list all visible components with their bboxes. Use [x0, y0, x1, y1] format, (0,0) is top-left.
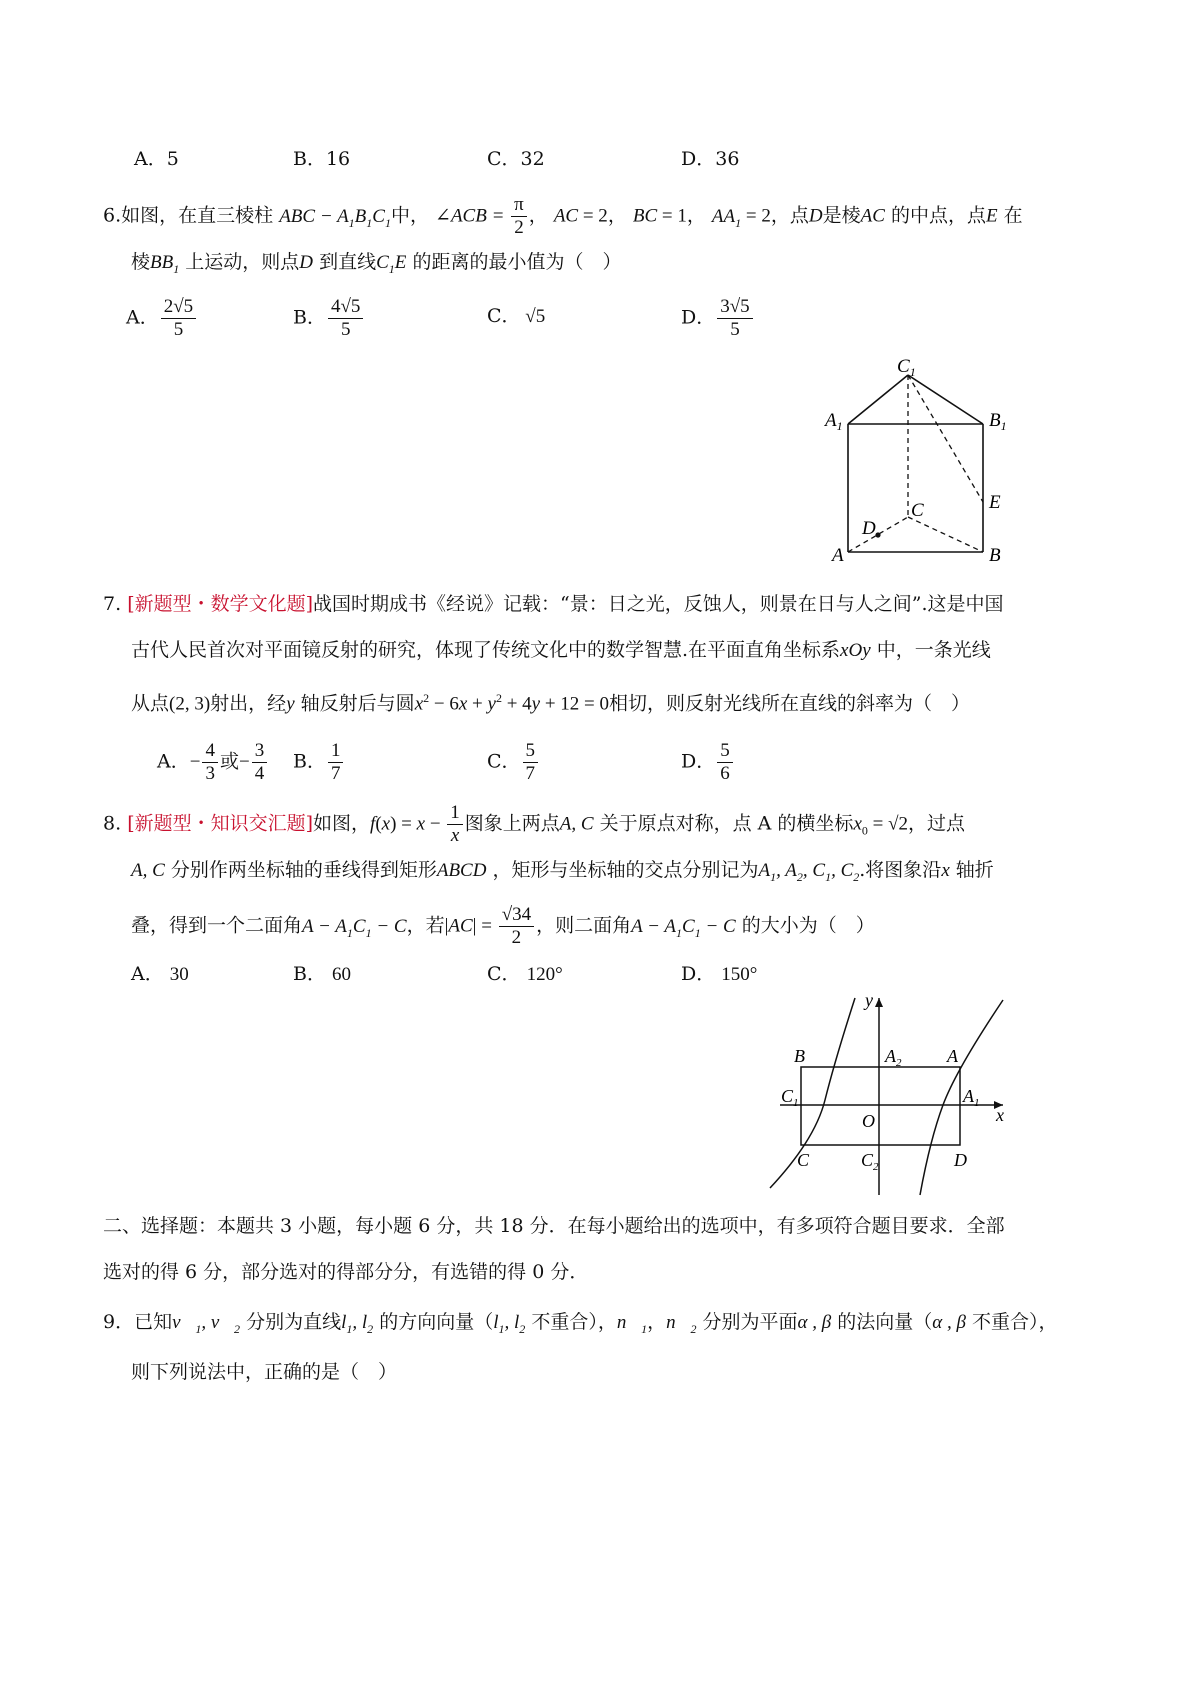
label-a1: $A_1$	[825, 410, 843, 433]
rectangle-abcd	[801, 1067, 960, 1145]
q6-angle-expr: ∠ACB =	[435, 205, 510, 227]
q7-tag: [新题型・数学文化题]	[127, 593, 314, 615]
label-a: A	[947, 1046, 958, 1066]
q7-option-a: A．− $\frac{4}{3}$ 或− $\frac{3}{4}$	[157, 740, 269, 785]
label-c1: $C_1$	[781, 1086, 799, 1109]
q9-line2: 则下列说法中，正确的是（ ）	[131, 1361, 398, 1383]
q9-vectors-v: $v⃗_1$, $v⃗_2$	[172, 1312, 241, 1336]
label-a1: $A_1$	[963, 1086, 980, 1109]
label-b: B	[989, 545, 1001, 566]
label-c2: $C_2$	[861, 1150, 879, 1173]
q7-line2: 古代人民首次对平面镜反射的研究，体现了传统文化中的数学智慧.在平面直角坐标系xOy 中，一条光线	[131, 639, 991, 661]
label-a: A	[832, 545, 844, 566]
q6-prism-expr: ABC − $A_1B_1C_1$	[279, 205, 391, 230]
q6-option-d: D． $\frac{3√5}{5}$	[681, 296, 755, 341]
q6-pi-over-2: $\frac{\pi}{2}$	[511, 194, 527, 239]
label-e: E	[989, 492, 1001, 513]
q8-option-b: B． 60	[293, 963, 352, 985]
q7-option-c: C． $\frac{5}{7}$	[487, 740, 540, 785]
section2-line1: 二、选择题：本题共 3 小题，每小题 6 分，共 18 分．在每小题给出的选项中，有多项符合题目要求．全部	[103, 1215, 1005, 1237]
q8-number: 8.	[103, 812, 122, 835]
label-c1: $C_1$	[897, 356, 916, 379]
q8-line2: A, C 分别作两坐标轴的垂线得到矩形ABCD ，矩形与坐标轴的交点分别记为$A_1$, $A_2$, $C_1$, $C_2$.将图象沿x 轴折	[131, 859, 994, 884]
q6-ac-expr: AC	[553, 205, 579, 227]
edge-a1c1	[848, 375, 908, 424]
q8-option-d: D． 150°	[681, 963, 758, 985]
label-c: C	[797, 1150, 810, 1170]
q8-graph-figure	[765, 990, 1015, 1200]
edge-c1b1	[908, 375, 983, 424]
label-b1: $B_1$	[989, 410, 1007, 433]
label-o: O	[862, 1111, 875, 1131]
q9-line1: 9．已知$v⃗_1$, $v⃗_2$ 分别为直线$l_1$, $l_2$ 的方向向量（$l_1$, $l_2$ 不重合），$n⃗_1$，$n⃗_2$ 分别为平面α , β 的法向量（α , β 不重合），	[103, 1311, 1058, 1336]
edge-cb	[908, 517, 983, 552]
label-b: B	[794, 1046, 805, 1066]
q7-line1: 7. [新题型・数学文化题]战国时期成书《经说》记载：“景：日之光，反蚀人，则景在日与人之间”.这是中国	[103, 593, 1004, 615]
q6-line1: 6.如图，在直三棱柱 ABC − $A_1B_1C_1$中， ∠ACB = $\frac{\pi}{2}$ ， AC = 2， BC = 1， $AA_1 = 2$，点D是棱AC 的中点，点E 在	[103, 194, 1023, 238]
q5-option-c: C．32	[487, 148, 545, 170]
point-d	[875, 532, 880, 537]
q6-option-c: C． √5	[487, 305, 546, 327]
label-d: D	[862, 518, 876, 539]
q8-line3: 叠，得到一个二面角$A - A_1C_1 - C$，若|AC| = $\frac{√34}{2}$ ，则二面角$A - A_1C_1 - C$ 的大小为（ ）	[131, 904, 875, 948]
q5-option-b: B．16	[293, 148, 351, 170]
q5-option-a: A．5	[134, 148, 179, 170]
label-c: C	[911, 500, 924, 521]
q7-option-b: B． $\frac{1}{7}$	[293, 740, 345, 785]
q6-prism-figure	[815, 352, 1025, 572]
q6-bc-expr: BC	[632, 205, 658, 227]
y-axis-arrow	[875, 998, 883, 1007]
q6-number: 6.	[103, 204, 122, 227]
q6-aa1-expr: $AA_1$	[711, 205, 742, 230]
q7-option-d: D． $\frac{5}{6}$	[681, 740, 735, 785]
segment-c1e	[908, 375, 983, 502]
label-a2: $A_2$	[885, 1046, 902, 1069]
label-y: y	[865, 990, 873, 1010]
q6-option-a: A． $\frac{2√5}{5}$	[126, 296, 198, 341]
q9-number: 9．	[103, 1311, 135, 1333]
label-d: D	[954, 1150, 967, 1170]
q8-option-a: A． 30	[131, 963, 189, 985]
label-x: x	[996, 1105, 1004, 1125]
q8-option-c: C． 120°	[487, 963, 563, 985]
q7-line3: 从点(2, 3)射出，经y 轴反射后与圆$x^2 - 6x + y^2 + 4y + 12 = 0$相切，则反射光线所在直线的斜率为（ ）	[131, 691, 971, 715]
q7-circle-equation: x	[414, 693, 424, 715]
q6-option-b: B． $\frac{4√5}{5}$	[293, 296, 365, 341]
section2-line2: 选对的得 6 分，部分选对的得部分分，有选错的得 0 分．	[103, 1261, 589, 1283]
q8-line1: 8. [新题型・知识交汇题]如图，f(x) = x − $\frac{1}{x}$ 图象上两点A, C 关于原点对称，点 A 的横坐标$x_0 = √2$，过点	[103, 802, 966, 846]
q8-tag: [新题型・知识交汇题]	[127, 812, 314, 835]
q5-option-d: D．36	[681, 148, 740, 170]
q6-line2: 棱$BB_1$ 上运动，则点D 到直线$C_1E$ 的距离的最小值为（ ）	[131, 251, 622, 276]
q7-number: 7.	[103, 593, 122, 615]
